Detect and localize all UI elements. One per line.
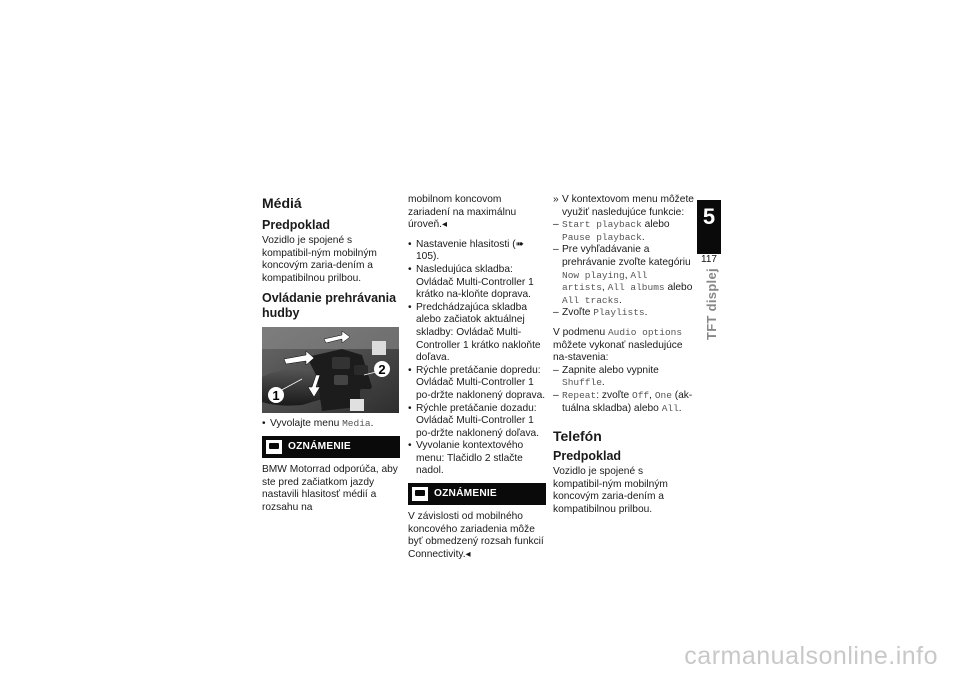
list-item: • Vyvolanie kontextového menu: Tlačidlo 2 stlačte nadol.: [408, 440, 546, 478]
phone-prerequisite-heading: Predpoklad: [553, 449, 622, 464]
music-control-heading: Ovládanie prehrávania hudby: [262, 291, 397, 321]
figure-label-2: 2: [378, 362, 386, 378]
phone-prerequisite-text: Vozidlo je spojené s kompatibil-ným mobilným koncovým zaria-dením a kompatibilnou prilbou.: [553, 466, 668, 515]
notice-label: OZNÁMENIE: [288, 440, 351, 452]
column-2: [408, 194, 546, 561]
section-title-phone: Telefón: [553, 428, 602, 445]
page-number: 117: [697, 254, 721, 265]
notice-banner: [262, 436, 400, 458]
submenu-text: V podmenu Audio options môžete vykonať nasledujúce na-stavenia:: [553, 326, 683, 364]
figure-label-1: 1: [272, 388, 280, 404]
notice-banner: [408, 483, 546, 505]
notice-hand-icon: [266, 440, 282, 454]
list-item: – Zapnite alebo vypnite Shuffle.: [553, 365, 695, 390]
prerequisite-heading: Predpoklad: [262, 218, 331, 232]
prerequisite-text: Vozidlo je spojené s kompatibil-ným mobilným koncovým zaria-dením a kompatibilnou prilbou.: [262, 235, 377, 284]
menu-code-media: Media: [342, 418, 371, 430]
control-bullet-list: [408, 239, 546, 478]
continued-text: mobilnom koncovom zariadení na maximálnu úroveň.◂: [408, 194, 517, 231]
handlebar-controls-photo: [262, 327, 399, 413]
list-item: • Rýchle pretáčanie dopredu: Ovládač Multi-Controller 1 po-držte naklonený doprava.: [408, 365, 546, 403]
watermark: carmanualsonline.info: [684, 642, 938, 670]
column-1: [262, 194, 400, 514]
list-item: • Nasledujúca skladba: Ovládač Multi-Controller 1 krátko na-kloňte doprava.: [408, 264, 546, 302]
list-item: – Start playback alebo Pause playback.: [553, 219, 695, 244]
list-item: – Repeat: zvoľte Off, One (ak-tuálna skladba) alebo All.: [553, 390, 695, 415]
list-item: • Nastavenie hlasitosti (➠ 105).: [408, 239, 546, 264]
list-item: • Vyvolajte menu Media.: [262, 418, 400, 431]
notice-text: BMW Motorrad odporúča, aby ste pred začiatkom jazdy nastavili hlasitosť médií a rozsahu na: [262, 463, 398, 513]
notice-hand-icon: [412, 487, 428, 501]
chapter-number: 5: [702, 204, 716, 229]
list-item: – Zvoľte Playlists.: [553, 307, 695, 320]
menu-bullet-list: [262, 418, 400, 431]
notice-text: V závislosti od mobilného koncového zariadenia môže byť obmedzený rozsah funkcií Connectivity.◂: [408, 511, 544, 560]
section-title-media: Médiá: [262, 195, 302, 211]
section-side-label: TFT displej: [704, 268, 719, 340]
audio-options-list: [553, 365, 695, 415]
list-item: • Predchádzajúca skladba alebo začiatok aktuálnej skladby: Ovládač Multi-Controller 1 krátko nakloňte doľava.: [408, 302, 546, 365]
notice-label: OZNÁMENIE: [434, 487, 497, 499]
list-item: – Pre vyhľadávanie a prehrávanie zvoľte kategóriu Now playing, All artists, All albums alebo All tracks.: [553, 244, 695, 307]
context-menu-list: [553, 219, 695, 320]
result-text: » V kontextovom menu môžete využiť nasledujúce funkcie:: [553, 194, 695, 219]
column-3: [553, 194, 695, 516]
list-item: • Rýchle pretáčanie dozadu: Ovládač Multi-Controller 1 po-držte naklonený doľava.: [408, 403, 546, 441]
